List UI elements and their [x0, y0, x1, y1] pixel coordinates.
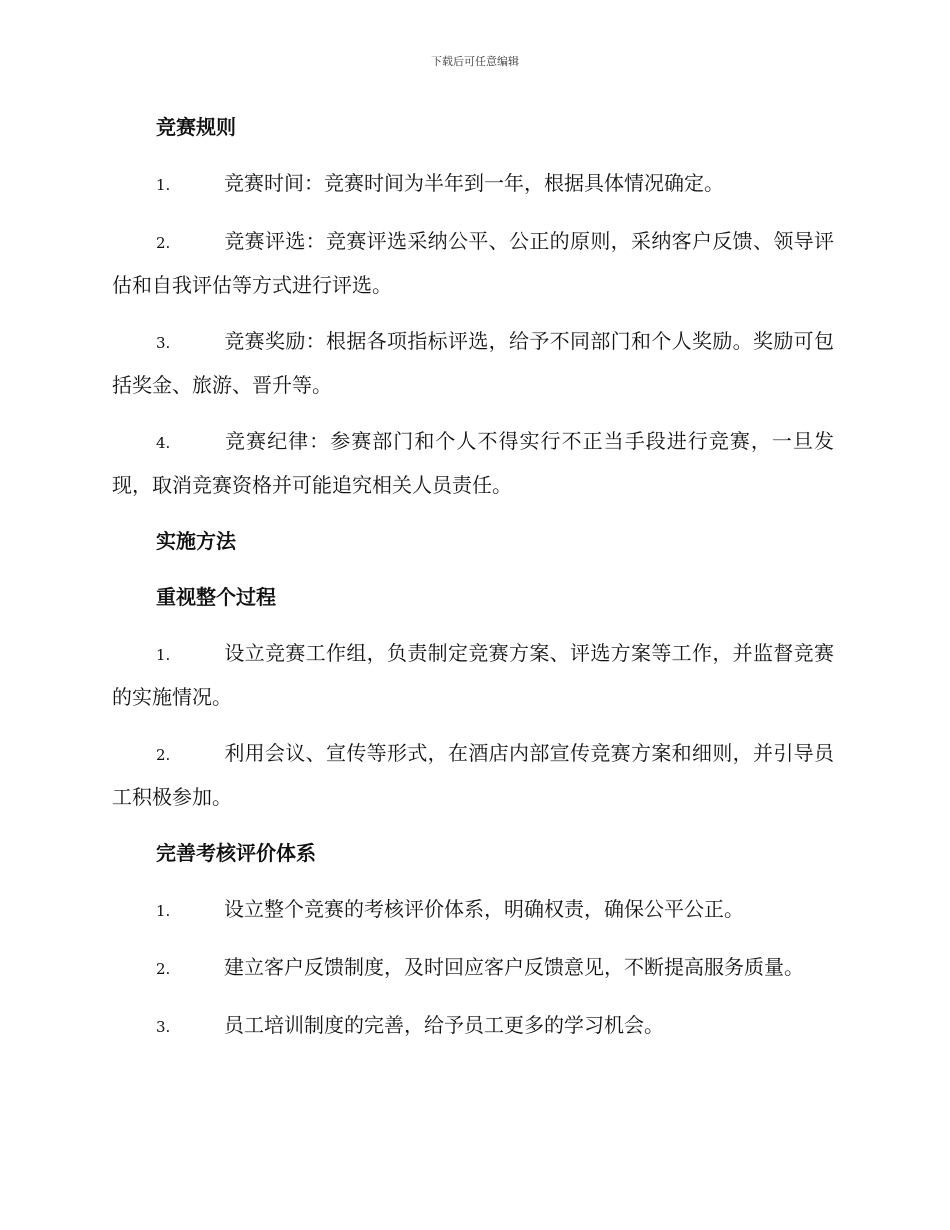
- list-item-text: 竞赛纪律：参赛部门和个人不得实行不正当手段进行竞赛，一旦发现，取消竞赛资格并可能追究相关人员责任。: [112, 429, 834, 497]
- list-item: [112, 220, 834, 306]
- list-item: [112, 420, 834, 506]
- list-item-number: 2.: [156, 234, 171, 252]
- list-item: [112, 162, 834, 206]
- section-heading-evaluation-system: 完善考核评价体系: [156, 841, 316, 865]
- list-item-number: 3.: [156, 334, 171, 352]
- list-item: [112, 1004, 834, 1048]
- list-item-text: 竞赛评选：竞赛评选采纳公平、公正的原则，采纳客户反馈、领导评估和自我评估等方式进行评选。: [112, 229, 834, 297]
- section-heading-whole-process: 重视整个过程: [156, 585, 276, 609]
- section-heading-implementation: 实施方法: [156, 529, 236, 553]
- list-item-number: 4.: [156, 434, 171, 452]
- list-item-number: 2.: [156, 960, 171, 978]
- list-item-number: 3.: [156, 1018, 171, 1036]
- list-item: [112, 888, 834, 932]
- section-heading-competition-rules: 竞赛规则: [156, 115, 236, 139]
- list-item-text: 员工培训制度的完善，给予员工更多的学习机会。: [224, 1013, 664, 1037]
- list-item-text: 设立整个竞赛的考核评价体系，明确权责，确保公平公正。: [224, 897, 744, 921]
- document-body: [112, 106, 834, 1062]
- list-item-number: 1.: [156, 902, 171, 920]
- list-item: [112, 732, 834, 818]
- list-item-number: 1.: [156, 176, 171, 194]
- list-item: [112, 632, 834, 718]
- list-item-number: 1.: [156, 646, 171, 664]
- list-item-number: 2.: [156, 746, 171, 764]
- list-item: [112, 946, 834, 990]
- list-item-text: 设立竞赛工作组，负责制定竞赛方案、评选方案等工作，并监督竞赛的实施情况。: [112, 641, 834, 709]
- list-item-text: 建立客户反馈制度，及时回应客户反馈意见，不断提高服务质量。: [224, 955, 804, 979]
- list-item: [112, 320, 834, 406]
- list-item-text: 竞赛奖励：根据各项指标评选，给予不同部门和个人奖励。奖励可包括奖金、旅游、晋升等。: [112, 329, 834, 397]
- list-item-text: 利用会议、宣传等形式，在酒店内部宣传竞赛方案和细则，并引导员工积极参加。: [112, 741, 834, 809]
- list-item-text: 竞赛时间：竞赛时间为半年到一年，根据具体情况确定。: [224, 171, 724, 195]
- page-header-note: 下载后可任意编辑: [431, 55, 519, 68]
